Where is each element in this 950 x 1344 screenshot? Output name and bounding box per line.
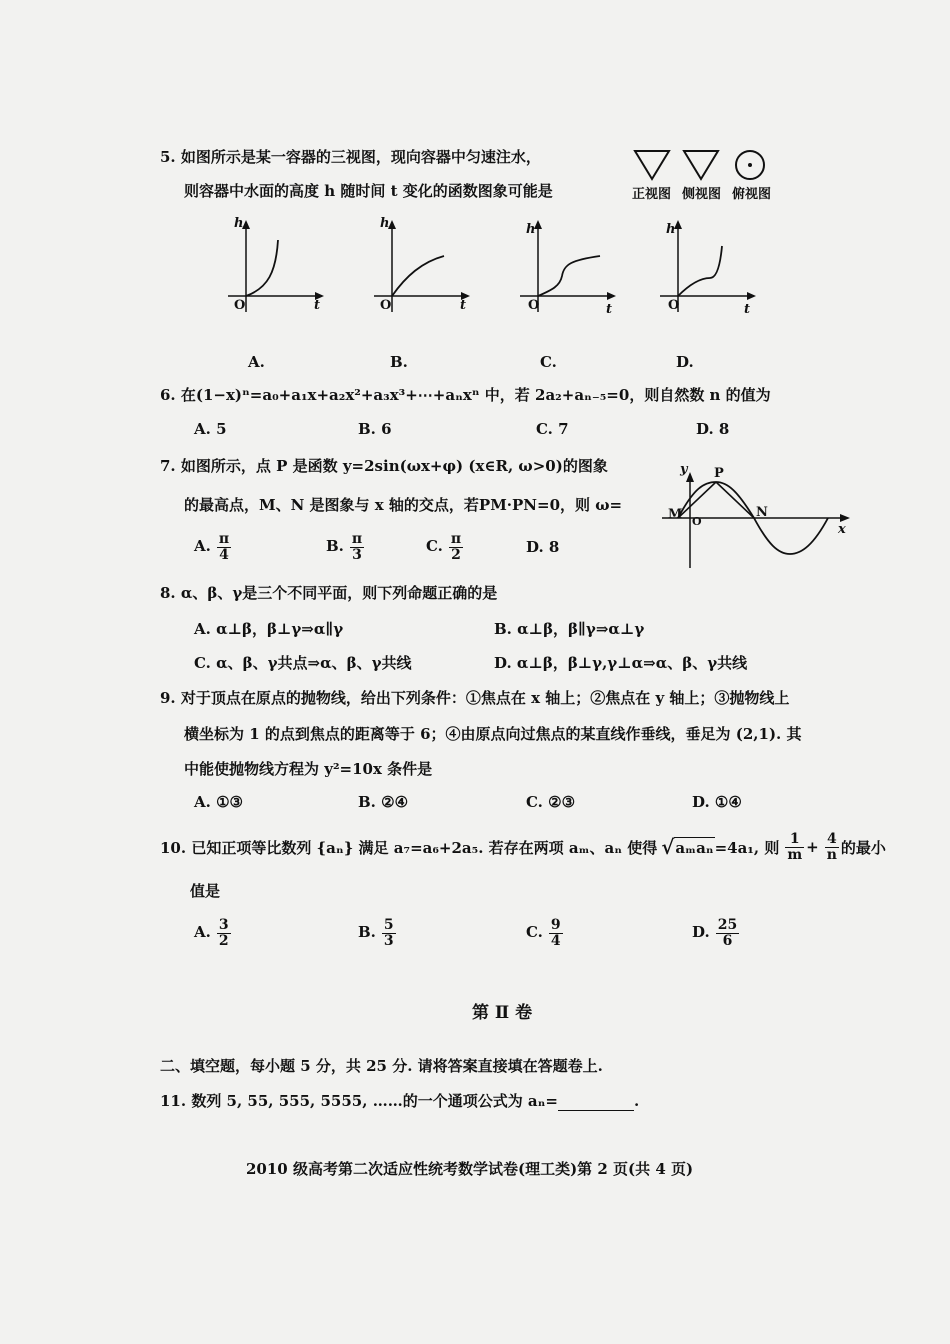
- q8-option-c: C. α、β、γ共点⇒α、β、γ共线: [194, 654, 412, 672]
- q5-line2: 则容器中水面的高度 h 随时间 t 变化的函数图象可能是: [184, 182, 553, 200]
- q10-fraction-1: [785, 832, 804, 862]
- graph-a-t-label: t: [314, 298, 321, 313]
- q10-option-a-label: A.: [194, 923, 211, 942]
- q9-option-d: D. ①④: [692, 793, 742, 811]
- q10-option-c-den: 4: [550, 932, 561, 949]
- q9-line2: 横坐标为 1 的点到焦点的距离等于 6；④由原点向过焦点的某直线作垂线，垂足为 (2,1). 其: [184, 725, 802, 743]
- graph-c-h-label: h: [526, 222, 536, 237]
- graph-a-h-label: h: [234, 216, 244, 231]
- q7-option-b-num: π: [351, 531, 363, 547]
- q9-line1: 9. 对于顶点在原点的抛物线，给出下列条件：①焦点在 x 轴上；②焦点在 y 轴上；③抛物线上: [160, 689, 790, 707]
- q10-f2-den: n: [826, 846, 837, 863]
- sine-graph-x-label: x: [838, 522, 846, 537]
- q7-line1: 7. 如图所示，点 P 是函数 y=2sin(ωx+φ) (x∈R, ω>0)的图象: [160, 457, 608, 475]
- q7-option-a-label: A.: [194, 537, 211, 556]
- q10-stem-a: 10. 已知正项等比数列 {aₙ} 满足 a₇=a₆+2a₅. 若存在两项 aₘ、aₙ 使得: [160, 838, 658, 857]
- q10-option-d-label: D.: [692, 923, 710, 942]
- sine-graph-n-label: N: [756, 505, 768, 520]
- q10-option-a-num: 3: [218, 917, 229, 933]
- q10-option-b-den: 3: [383, 932, 394, 949]
- segment-pm: [678, 482, 716, 518]
- q9-option-a: A. ①③: [194, 793, 243, 811]
- q9-option-b: B. ②④: [358, 793, 409, 811]
- q10-fraction-2: [825, 832, 839, 862]
- sine-graph-m-label: M: [668, 507, 683, 522]
- front-view-triangle: [635, 151, 669, 179]
- graph-a-curve: [246, 240, 278, 296]
- graph-d-t-label: t: [744, 302, 751, 317]
- q5-line1: 5. 如图所示是某一容器的三视图，现向容器中匀速注水，: [160, 148, 541, 166]
- q7-option-a-den: 4: [219, 546, 229, 563]
- q10-option-d-den: 6: [722, 932, 733, 949]
- q6-option-a: A. 5: [194, 420, 227, 438]
- graph-d-origin-label: O: [668, 298, 680, 313]
- q7-option-c-label: C.: [426, 537, 443, 556]
- q7-option-d: D. 8: [526, 538, 560, 556]
- sqrt-icon: √: [661, 835, 675, 860]
- graph-b-curve: [392, 256, 444, 296]
- q7-option-c-den: 2: [451, 546, 461, 563]
- graph-b-h-label: h: [380, 216, 390, 231]
- q7-line2: 的最高点，M、N 是图象与 x 轴的交点，若PM·PN=0，则 ω=: [184, 496, 623, 514]
- q10-option-c-num: 9: [550, 917, 561, 933]
- q8-option-b: B. α⊥β，β∥γ⇒α⊥γ: [494, 620, 645, 638]
- q10-option-c-fraction: [549, 918, 563, 948]
- graph-d-h-label: h: [666, 222, 676, 237]
- graph-b-origin-label: O: [380, 298, 392, 313]
- sine-graph-p-label: P: [714, 466, 724, 481]
- q7-option-a-num: π: [218, 531, 230, 547]
- graph-d-curve: [678, 246, 722, 296]
- q8-option-a: A. α⊥β，β⊥γ⇒α∥γ: [194, 620, 344, 638]
- q5-option-c: C.: [540, 353, 557, 371]
- q11-answer-blank: [558, 1095, 634, 1111]
- three-views-figure: [630, 148, 780, 182]
- q5-option-b: B.: [390, 353, 408, 371]
- q10-option-b-fraction: [382, 918, 396, 948]
- q10-option-a-den: 2: [218, 932, 229, 949]
- top-view-label: 俯视图: [732, 187, 772, 202]
- q7-option-b-label: B.: [326, 537, 344, 556]
- q10-f2-num: 4: [825, 832, 839, 848]
- q8-option-d: D. α⊥β，β⊥γ,γ⊥α⇒α、β、γ共线: [494, 654, 748, 672]
- q9-option-c: C. ②③: [526, 793, 576, 811]
- q6-option-c: C. 7: [536, 420, 569, 438]
- q9-line3: 中能使抛物线方程为 y²=10x 条件是: [184, 760, 433, 778]
- q6-option-b: B. 6: [358, 420, 392, 438]
- q10-plus: +: [806, 838, 819, 857]
- q10-f1-num: 1: [785, 832, 804, 848]
- q8-stem: 8. α、β、γ是三个不同平面，则下列命题正确的是: [160, 584, 498, 602]
- q10-option-d-fraction: [716, 918, 739, 948]
- q11-stem: 11. 数列 5, 55, 555, 5555, ……的一个通项公式为 aₙ=: [160, 1092, 558, 1110]
- q5-option-d: D.: [676, 353, 694, 371]
- side-view-label: 侧视图: [682, 187, 722, 202]
- section2-heading: 二、填空题，每小题 5 分，共 25 分. 请将答案直接填在答题卷上.: [160, 1057, 603, 1075]
- graph-c-t-label: t: [606, 302, 613, 317]
- side-view-triangle: [684, 151, 718, 179]
- q10-radical: [661, 835, 714, 860]
- q7-option-c-fraction: [449, 532, 463, 562]
- q10-stem-c: 的最小: [840, 838, 886, 857]
- q7-option-c: [426, 532, 463, 562]
- q7-option-b-fraction: [350, 532, 364, 562]
- q10-option-b-label: B.: [358, 923, 376, 942]
- q7-option-c-num: π: [450, 531, 462, 547]
- q7-option-a: [194, 532, 231, 562]
- q10-option-d: [692, 918, 739, 948]
- q10-option-a: [194, 918, 231, 948]
- q10-line2: 值是: [190, 882, 221, 900]
- q10-f1-den: m: [787, 846, 803, 863]
- q10-option-d-num: 25: [717, 917, 738, 933]
- page-footer: 2010 级高考第二次适应性统考数学试卷(理工类)第 2 页(共 4 页): [246, 1160, 694, 1178]
- q10-option-c: [526, 918, 563, 948]
- q11-end: .: [634, 1092, 640, 1110]
- q5-option-a: A.: [248, 353, 265, 371]
- q7-option-a-fraction: [217, 532, 231, 562]
- q10-stem-b: =4a₁, 则: [714, 838, 780, 857]
- q10-option-c-label: C.: [526, 923, 543, 942]
- sine-graph-origin-label: O: [692, 515, 702, 528]
- sine-graph-y-label: y: [680, 462, 688, 477]
- graph-c-origin-label: O: [528, 298, 540, 313]
- q10-stem: [160, 832, 886, 862]
- part2-title: 第 Ⅱ 卷: [472, 1003, 533, 1023]
- q11: [160, 1090, 639, 1111]
- q6-stem: 6. 在(1−x)ⁿ=a₀+a₁x+a₂x²+a₃x³+⋯+aₙxⁿ 中，若 2a₂+aₙ₋₅=0，则自然数 n 的值为: [160, 386, 771, 404]
- q10-option-b: [358, 918, 396, 948]
- graph-a-origin-label: O: [234, 298, 246, 313]
- segment-pn: [716, 482, 754, 518]
- front-view-label: 正视图: [632, 187, 672, 202]
- q7-option-b: [326, 532, 364, 562]
- q6-option-d: D. 8: [696, 420, 730, 438]
- q10-radicand: aₘaₙ: [675, 839, 714, 858]
- top-view-center-dot: [748, 163, 752, 167]
- q10-option-b-num: 5: [383, 917, 394, 933]
- graph-c-curve: [538, 256, 600, 296]
- graph-b-t-label: t: [460, 298, 467, 313]
- q10-option-a-fraction: [217, 918, 231, 948]
- q7-option-b-den: 3: [352, 546, 362, 563]
